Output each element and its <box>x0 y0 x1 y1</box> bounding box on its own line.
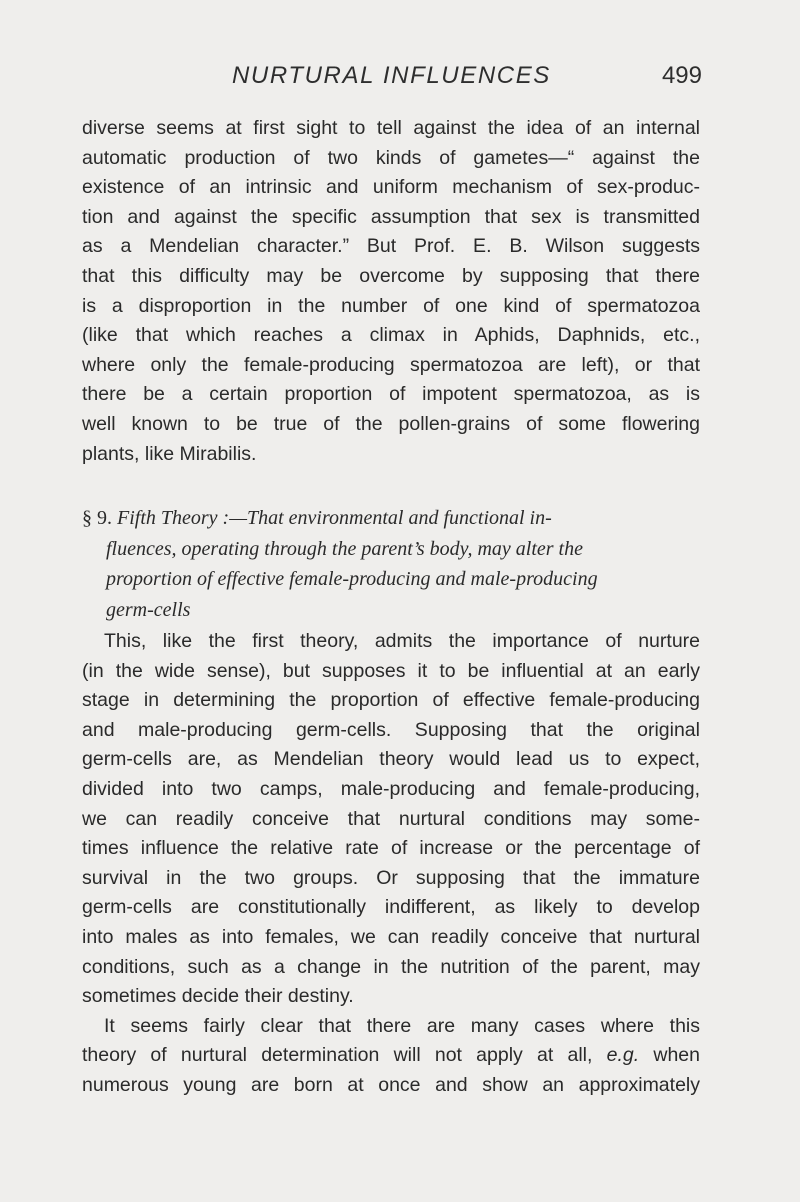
text-line: numerous young are born at once and show an approximately <box>82 1073 700 1096</box>
text-line: and male-producing germ-cells. Supposing that the original <box>82 718 700 741</box>
page-number: 499 <box>661 62 702 89</box>
text-line: that this difficulty may be overcome by supposing that there <box>82 264 700 287</box>
text-line: (in the wide sense), but supposes it to be influential at an early <box>82 659 700 682</box>
text-line: there be a certain proportion of impotent spermatozoa, as is <box>82 383 700 406</box>
abbreviation-eg: e.g. <box>606 1044 640 1067</box>
text-line: (like that which reaches a climax in Aphids, Daphnids, etc., <box>82 324 700 347</box>
running-title: NURTURAL INFLUENCES <box>232 62 551 89</box>
text-line: sometimes decide their destiny. <box>82 985 354 1008</box>
text-line: automatic production of two kinds of gametes—“ against the <box>82 146 700 169</box>
section-number: § 9. <box>82 507 112 529</box>
section-heading-line <box>82 564 700 595</box>
text-line: conditions, such as a change in the nutrition of the parent, may <box>82 955 700 978</box>
running-head <box>82 62 712 102</box>
text-line: where only the female-producing spermatozoa are left), or that <box>82 353 700 376</box>
text-line: is a disproportion in the number of one kind of spermatozoa <box>82 294 700 317</box>
section-heading-line <box>82 503 700 534</box>
text-fragment: when <box>653 1044 700 1067</box>
text-line: into males as into females, we can readily conceive that nurtural <box>82 925 700 948</box>
text-line: diverse seems at first sight to tell against the idea of an internal <box>82 117 700 139</box>
text-line: well known to be true of the pollen-grains of some flowering <box>82 412 700 435</box>
text-fragment: theory of nurtural determination will not apply at all, <box>82 1044 593 1067</box>
text-line: germ-cells are constitutionally indifferent, as likely to develop <box>82 896 700 919</box>
section-title: Fifth Theory :—That environmental and functional in- <box>117 507 552 529</box>
text-line: germ-cells are, as Mendelian theory would lead us to expect, <box>82 748 700 771</box>
text-line: we can readily conceive that nurtural conditions may some- <box>82 807 700 830</box>
text-line: times influence the relative rate of increase or the percentage of <box>82 837 700 860</box>
section-title: germ-cells <box>106 598 191 621</box>
text-line: plants, like Mirabilis. <box>82 442 257 465</box>
text-line: tion and against the specific assumption that sex is transmitted <box>82 205 700 228</box>
paragraph-2 <box>82 627 700 1101</box>
paragraph-1 <box>82 114 700 469</box>
section-title: proportion of effective female-producing and male-producing <box>106 568 598 590</box>
text-line: existence of an intrinsic and uniform mechanism of sex-produc- <box>82 176 700 199</box>
text-line: It seems fairly clear that there are many cases where this <box>104 1014 700 1037</box>
section-heading <box>82 503 700 625</box>
text-line: as a Mendelian character.” But Prof. E. B. Wilson suggests <box>82 235 700 258</box>
section-heading-line <box>82 534 700 565</box>
text-line: divided into two camps, male-producing and female-producing, <box>82 777 700 800</box>
text-line: This, like the first theory, admits the importance of nurture <box>104 630 700 652</box>
section-heading-line <box>82 595 700 626</box>
text-line: survival in the two groups. Or supposing that the immature <box>82 866 700 889</box>
paragraph-3 <box>82 1012 700 1101</box>
text-line <box>82 1041 700 1071</box>
section-title: fluences, operating through the parent’s body, may alter the <box>106 537 583 560</box>
text-line: stage in determining the proportion of effective female-producing <box>82 689 700 712</box>
